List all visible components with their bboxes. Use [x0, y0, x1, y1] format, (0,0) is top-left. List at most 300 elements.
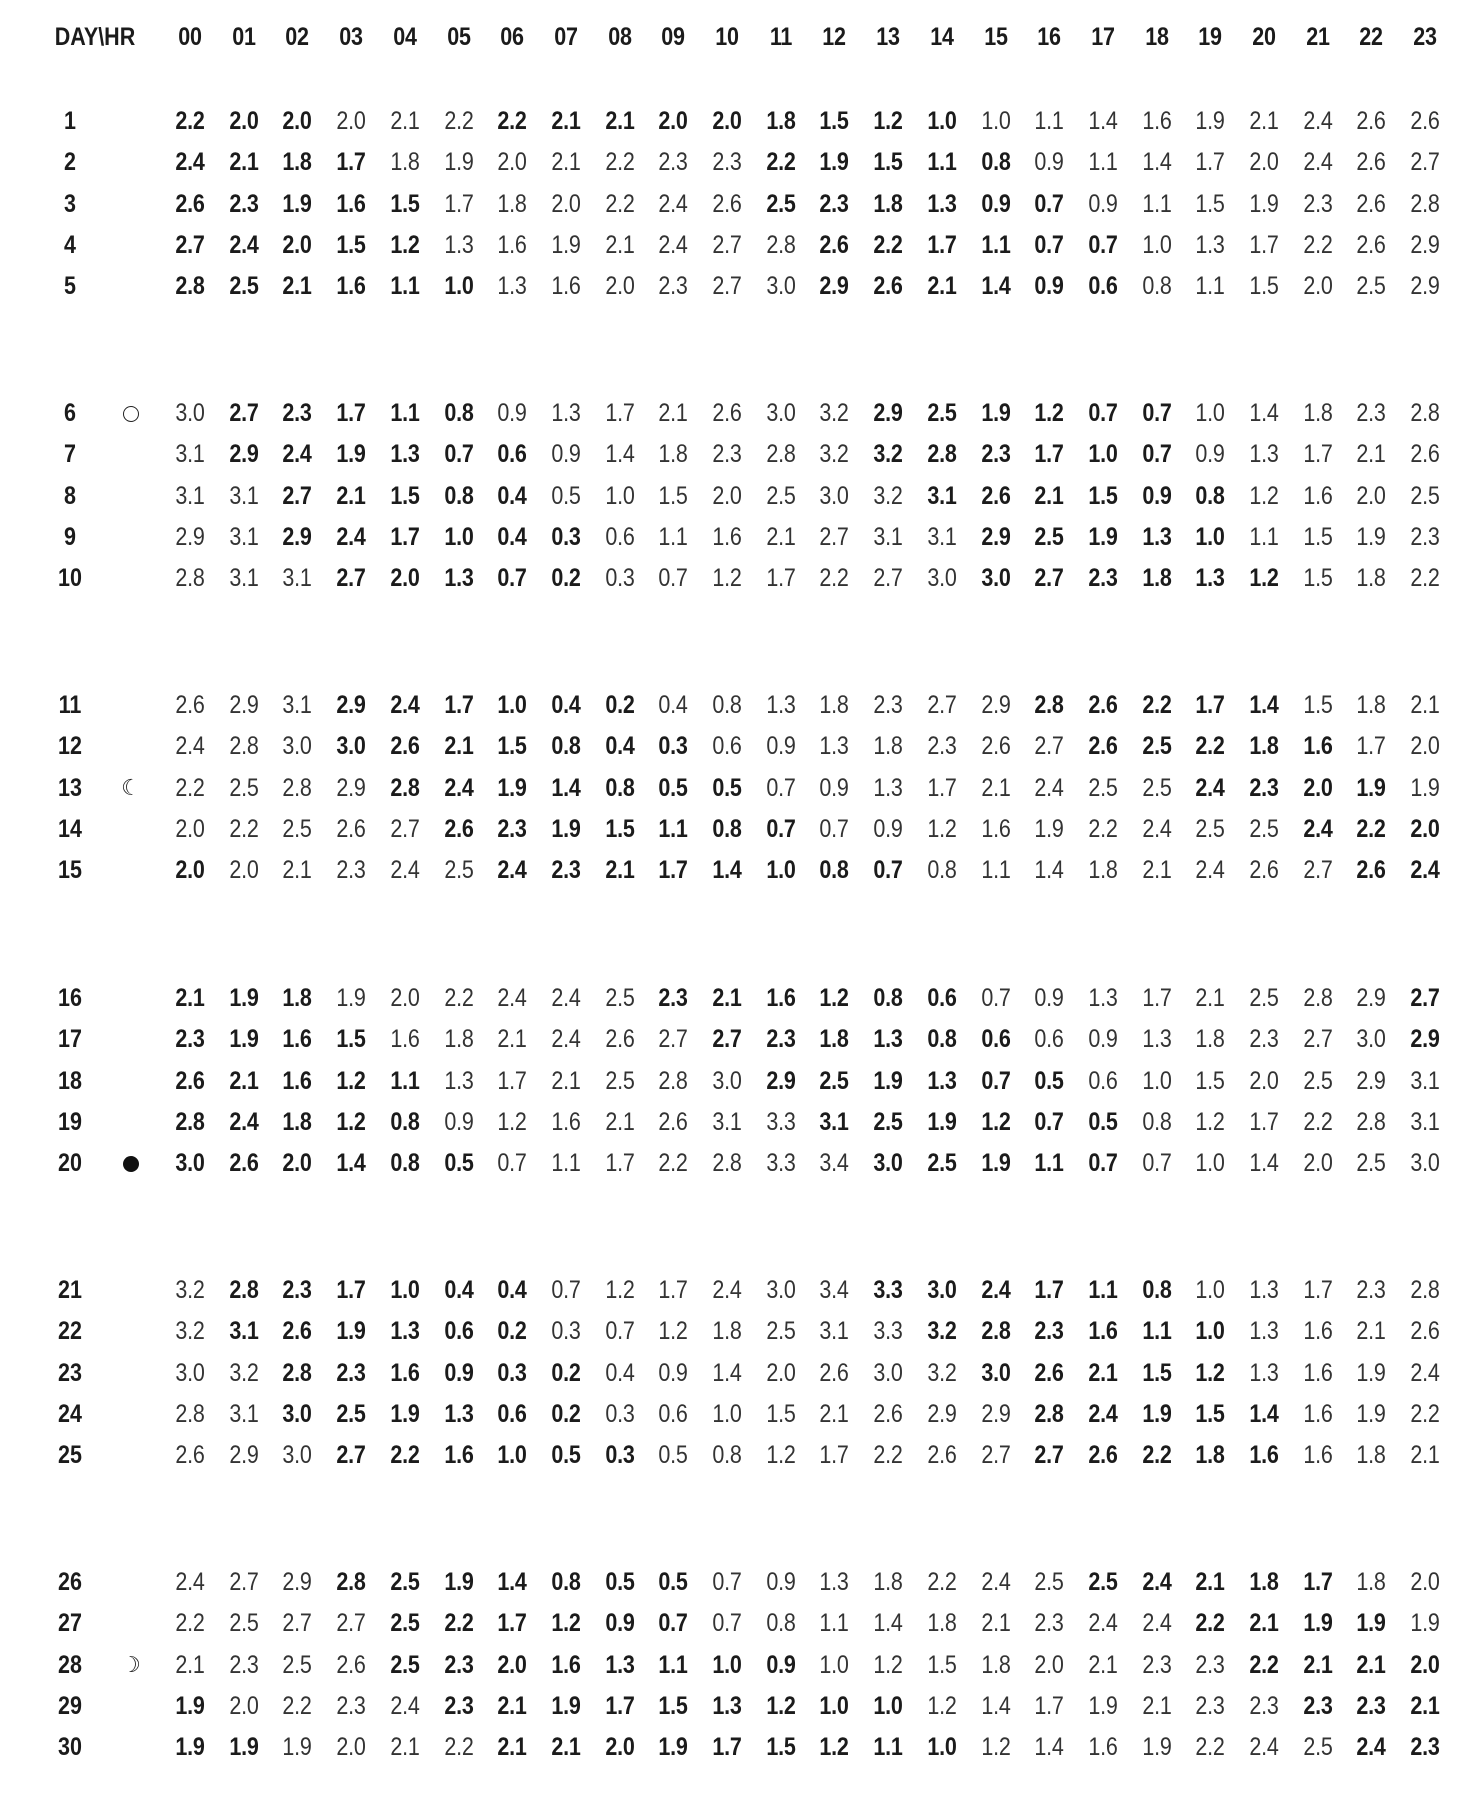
- tide-value: 0.7: [873, 856, 903, 885]
- tide-value: 1.3: [1249, 1358, 1279, 1387]
- tide-value: 1.5: [658, 481, 688, 510]
- tide-value: 2.1: [1249, 1609, 1279, 1638]
- tide-value: 3.0: [1410, 1149, 1440, 1178]
- tide-value: 1.0: [1195, 522, 1225, 551]
- tide-value: 2.4: [712, 1276, 742, 1304]
- tide-value: 2.0: [605, 272, 635, 301]
- tide-value: 1.2: [873, 107, 903, 135]
- tide-value: 3.0: [766, 1276, 796, 1304]
- tide-value: 1.9: [658, 1733, 688, 1762]
- tide-value: 2.3: [336, 1691, 366, 1720]
- tide-value: 1.7: [1195, 148, 1225, 177]
- hour-header-15: 15: [983, 23, 1008, 51]
- tide-value: 2.3: [1410, 522, 1440, 551]
- tide-value: 0.9: [873, 814, 903, 843]
- tide-value: 1.5: [336, 230, 366, 259]
- tide-value: 0.7: [1142, 1149, 1172, 1178]
- tide-value: 1.2: [766, 1441, 796, 1470]
- tide-value: 2.0: [229, 107, 259, 135]
- tide-value: 2.6: [819, 1358, 849, 1387]
- tide-value: 2.3: [1249, 773, 1279, 802]
- tide-value: 1.9: [390, 1399, 420, 1428]
- tide-value: 1.9: [1142, 1399, 1172, 1428]
- tide-value: 1.7: [1303, 440, 1333, 469]
- tide-value: 2.1: [390, 107, 420, 135]
- tide-value: 2.6: [873, 272, 903, 301]
- tide-value: 2.3: [712, 148, 742, 177]
- tide-value: 1.3: [1195, 564, 1225, 593]
- tide-value: 2.4: [175, 1568, 205, 1596]
- tide-value: 2.5: [766, 481, 796, 510]
- tide-value: 3.2: [175, 1317, 205, 1346]
- day-number: 2: [64, 148, 76, 177]
- day-number: 30: [58, 1733, 82, 1762]
- tide-value: 2.6: [282, 1317, 312, 1346]
- tide-value: 2.9: [229, 440, 259, 469]
- tide-value: 2.0: [282, 107, 312, 135]
- tide-value: 0.8: [766, 1609, 796, 1638]
- tide-value: 0.8: [1142, 1276, 1172, 1304]
- tide-value: 2.0: [1034, 1650, 1064, 1679]
- tide-value: 2.1: [658, 399, 688, 427]
- tide-value: 2.3: [1034, 1317, 1064, 1346]
- tide-value: 1.3: [873, 773, 903, 802]
- tide-value: 1.7: [1195, 691, 1225, 719]
- hour-header-09: 09: [661, 23, 686, 51]
- tide-value: 0.9: [819, 773, 849, 802]
- tide-value: 2.4: [1410, 856, 1440, 885]
- tide-value: 2.9: [980, 1399, 1011, 1428]
- tide-value: 3.3: [766, 1107, 796, 1136]
- tide-value: 1.0: [927, 107, 957, 135]
- tide-value: 1.9: [1410, 1609, 1440, 1638]
- tide-value: 2.7: [980, 1441, 1011, 1470]
- tide-value: 2.2: [1088, 814, 1118, 843]
- tide-value: 1.0: [605, 481, 635, 510]
- tide-value: 1.0: [497, 1441, 527, 1470]
- hour-header-01: 01: [231, 23, 256, 51]
- tide-value: 1.3: [927, 1066, 957, 1095]
- tide-value: 2.3: [282, 1276, 312, 1304]
- tide-value: 2.5: [443, 856, 474, 885]
- day-number: 20: [58, 1149, 82, 1178]
- tide-value: 1.5: [927, 1650, 957, 1679]
- tide-value: 3.1: [927, 481, 957, 510]
- tide-value: 2.1: [497, 1691, 527, 1720]
- day-number: 4: [64, 230, 76, 259]
- tide-value: 3.1: [229, 1399, 259, 1428]
- tide-value: 2.0: [1249, 1066, 1279, 1095]
- tide-value: 2.1: [766, 522, 796, 551]
- tide-value: 3.1: [1410, 1066, 1440, 1095]
- tide-value: 2.4: [1088, 1399, 1118, 1428]
- day-number: 6: [64, 399, 76, 427]
- tide-value: 2.1: [1088, 1650, 1118, 1679]
- tide-value: 2.9: [927, 1399, 957, 1428]
- tide-value: 2.7: [819, 522, 849, 551]
- tide-value: 2.0: [1303, 272, 1333, 301]
- tide-value: 3.1: [229, 481, 259, 510]
- tide-value: 2.1: [1195, 1568, 1225, 1596]
- tide-value: 1.8: [1249, 732, 1279, 761]
- tide-value: 1.5: [766, 1399, 796, 1428]
- tide-value: 1.1: [980, 230, 1011, 259]
- tide-value: 1.1: [1142, 1317, 1172, 1346]
- tide-value: 3.1: [282, 564, 312, 593]
- tide-value: 0.6: [1034, 1025, 1064, 1054]
- tide-value: 0.2: [551, 1358, 581, 1387]
- tide-value: 1.4: [1034, 1733, 1064, 1762]
- tide-value: 0.7: [497, 1149, 527, 1178]
- tide-value: 2.7: [175, 230, 205, 259]
- tide-value: 1.2: [336, 1107, 366, 1136]
- tide-value: 1.6: [1303, 1441, 1333, 1470]
- tide-value: 1.8: [282, 1107, 312, 1136]
- tide-value: 1.9: [1356, 1358, 1386, 1387]
- tide-value: 0.8: [1195, 481, 1225, 510]
- tide-value: 2.1: [819, 1399, 849, 1428]
- tide-value: 2.1: [229, 1066, 259, 1095]
- tide-value: 3.0: [1356, 1025, 1386, 1054]
- tide-value: 2.1: [980, 773, 1011, 802]
- tide-value: 2.5: [390, 1568, 420, 1596]
- tide-value: 1.0: [1195, 1317, 1225, 1346]
- tide-value: 1.6: [282, 1066, 312, 1095]
- tide-value: 1.3: [819, 1568, 849, 1596]
- tide-value: 2.8: [1410, 399, 1440, 427]
- tide-value: 0.7: [980, 1066, 1011, 1095]
- tide-value: 0.9: [1142, 481, 1172, 510]
- tide-value: 1.9: [1142, 1733, 1172, 1762]
- tide-value: 2.8: [175, 564, 205, 593]
- tide-value: 2.1: [1356, 1317, 1386, 1346]
- hour-header-18: 18: [1144, 23, 1169, 51]
- tide-value: 2.1: [605, 856, 635, 885]
- tide-value: 1.2: [1195, 1358, 1225, 1387]
- tide-value: 2.6: [712, 399, 742, 427]
- tide-value: 2.2: [175, 773, 205, 802]
- tide-value: 2.3: [1410, 1733, 1440, 1762]
- tide-value: 2.3: [658, 148, 688, 177]
- tide-value: 2.8: [175, 272, 205, 301]
- tide-value: 2.7: [1410, 148, 1440, 177]
- tide-value: 2.9: [336, 773, 366, 802]
- tide-value: 2.4: [175, 732, 205, 761]
- tide-value: 0.4: [497, 481, 527, 510]
- tide-value: 2.6: [1034, 1358, 1064, 1387]
- tide-value: 2.4: [1303, 107, 1333, 135]
- tide-value: 3.4: [819, 1276, 849, 1304]
- tide-value: 2.5: [1356, 272, 1386, 301]
- tide-value: 1.3: [1142, 1025, 1172, 1054]
- tide-value: 1.5: [1142, 1358, 1172, 1387]
- tide-value: 1.6: [712, 522, 742, 551]
- day-number: 18: [58, 1066, 82, 1095]
- tide-value: 2.1: [927, 272, 957, 301]
- tide-value: 2.6: [819, 230, 849, 259]
- tide-value: 1.3: [390, 1317, 420, 1346]
- hour-header-10: 10: [715, 23, 739, 51]
- tide-value: 2.8: [658, 1066, 688, 1095]
- tide-value: 1.3: [1249, 440, 1279, 469]
- tide-value: 2.1: [551, 1066, 581, 1095]
- day-number: 5: [64, 272, 76, 301]
- tide-value: 1.1: [658, 814, 688, 843]
- tide-value: 2.6: [658, 1107, 688, 1136]
- tide-value: 1.3: [443, 230, 474, 259]
- tide-value: 1.2: [927, 814, 957, 843]
- tide-value: 2.6: [980, 732, 1011, 761]
- tide-value: 1.3: [927, 189, 957, 218]
- day-number: 25: [58, 1441, 82, 1470]
- tide-value: 0.8: [712, 814, 742, 843]
- tide-value: 2.1: [1142, 1691, 1172, 1720]
- tide-value: 0.6: [443, 1317, 474, 1346]
- tide-value: 2.3: [229, 1650, 259, 1679]
- tide-value: 1.3: [712, 1691, 742, 1720]
- tide-value: 1.3: [390, 440, 420, 469]
- tide-value: 1.8: [390, 148, 420, 177]
- tide-value: 1.5: [390, 189, 420, 218]
- tide-value: 0.6: [497, 1399, 527, 1428]
- tide-value: 1.2: [873, 1650, 903, 1679]
- tide-value: 3.1: [873, 522, 903, 551]
- tide-value: 1.1: [390, 1066, 420, 1095]
- tide-value: 1.2: [658, 1317, 688, 1346]
- tide-value: 1.0: [443, 272, 474, 301]
- tide-value: 3.0: [819, 481, 849, 510]
- tide-value: 1.7: [1249, 1107, 1279, 1136]
- tide-value: 3.2: [819, 440, 849, 469]
- tide-value: 2.4: [1195, 856, 1225, 885]
- tide-value: 1.3: [443, 564, 474, 593]
- tide-value: 2.2: [175, 107, 205, 135]
- tide-value: 2.9: [1356, 1066, 1386, 1095]
- tide-value: 2.5: [229, 272, 259, 301]
- tide-value: 2.6: [1088, 1441, 1118, 1470]
- tide-value: 0.2: [551, 1399, 581, 1428]
- tide-value: 2.5: [229, 1609, 259, 1638]
- tide-value: 1.9: [443, 1568, 474, 1596]
- tide-value: 2.6: [336, 1650, 366, 1679]
- tide-value: 2.5: [1034, 1568, 1064, 1596]
- tide-value: 1.4: [605, 440, 635, 469]
- tide-value: 2.8: [229, 1276, 259, 1304]
- tide-value: 2.9: [766, 1066, 796, 1095]
- tide-value: 2.3: [1195, 1650, 1225, 1679]
- tide-value: 3.0: [766, 272, 796, 301]
- tide-value: 2.2: [443, 1609, 474, 1638]
- tide-value: 1.5: [497, 732, 527, 761]
- day-number: 13: [58, 773, 82, 802]
- tide-value: 2.7: [1034, 564, 1064, 593]
- tide-value: 2.5: [1410, 481, 1440, 510]
- tide-value: 2.0: [712, 107, 742, 135]
- tide-value: 3.0: [282, 1399, 312, 1428]
- tide-value: 2.2: [605, 189, 635, 218]
- tide-value: 1.7: [1034, 1691, 1064, 1720]
- tide-value: 2.4: [1034, 773, 1064, 802]
- tide-value: 1.8: [712, 1317, 742, 1346]
- tide-value: 0.7: [1034, 1107, 1064, 1136]
- tide-value: 2.4: [551, 984, 581, 1012]
- tide-value: 0.7: [1034, 189, 1064, 218]
- tide-value: 1.2: [336, 1066, 366, 1095]
- tide-value: 2.9: [873, 399, 903, 427]
- tide-value: 3.1: [229, 1317, 259, 1346]
- tide-value: 2.0: [390, 984, 420, 1012]
- tide-value: 0.8: [605, 773, 635, 802]
- tide-value: 1.1: [390, 272, 420, 301]
- tide-value: 1.0: [819, 1691, 849, 1720]
- tide-value: 0.7: [658, 564, 688, 593]
- tide-value: 2.6: [927, 1441, 957, 1470]
- tide-value: 2.4: [658, 189, 688, 218]
- tide-value: 1.5: [873, 148, 903, 177]
- tide-value: 1.9: [551, 814, 581, 843]
- tide-value: 3.2: [927, 1358, 957, 1387]
- tide-value: 2.1: [980, 1609, 1011, 1638]
- tide-value: 1.9: [1034, 814, 1064, 843]
- tide-value: 2.4: [497, 856, 527, 885]
- tide-value: 1.8: [282, 148, 312, 177]
- tide-value: 1.1: [1088, 1276, 1118, 1304]
- tide-value: 2.9: [1410, 1025, 1440, 1054]
- tide-value: 0.7: [712, 1568, 742, 1596]
- tide-value: 1.9: [443, 148, 474, 177]
- tide-value: 1.2: [1195, 1107, 1225, 1136]
- tide-value: 0.5: [658, 773, 688, 802]
- tide-value: 0.7: [766, 814, 796, 843]
- tide-value: 2.1: [605, 107, 635, 135]
- tide-value: 3.0: [712, 1066, 742, 1095]
- tide-value: 1.0: [443, 522, 474, 551]
- tide-value: 2.2: [1249, 1650, 1279, 1679]
- tide-value: 1.1: [658, 1650, 688, 1679]
- tide-value: 2.2: [390, 1441, 420, 1470]
- tide-value: 2.6: [229, 1149, 259, 1178]
- tide-value: 2.6: [175, 691, 205, 719]
- tide-value: 2.6: [443, 814, 474, 843]
- tide-value: 1.6: [551, 1107, 581, 1136]
- tide-value: 0.7: [1034, 230, 1064, 259]
- tide-value: 2.6: [175, 1066, 205, 1095]
- tide-value: 1.4: [980, 1691, 1011, 1720]
- tide-value: 2.2: [1195, 1733, 1225, 1762]
- tide-value: 1.1: [1034, 1149, 1064, 1178]
- tide-value: 1.9: [229, 1733, 259, 1762]
- hour-header-00: 00: [178, 23, 202, 51]
- tide-value: 2.5: [819, 1066, 849, 1095]
- tide-value: 1.5: [1195, 1399, 1225, 1428]
- tide-value: 0.5: [1088, 1107, 1118, 1136]
- tide-value: 0.3: [605, 1441, 635, 1470]
- tide-value: 0.3: [497, 1358, 527, 1387]
- tide-value: 0.8: [927, 856, 957, 885]
- day-number: 28: [58, 1650, 82, 1679]
- tide-value: 1.9: [927, 1107, 957, 1136]
- tide-value: 2.8: [1303, 984, 1333, 1012]
- tide-value: 0.9: [1034, 984, 1064, 1012]
- tide-value: 2.0: [282, 1149, 312, 1178]
- tide-value: 1.4: [551, 773, 581, 802]
- tide-value: 0.9: [658, 1358, 688, 1387]
- tide-value: 1.6: [1303, 481, 1333, 510]
- tide-value: 1.0: [1142, 1066, 1172, 1095]
- tide-value: 3.1: [229, 522, 259, 551]
- tide-value: 2.8: [282, 1358, 312, 1387]
- tide-value: 0.7: [658, 1609, 688, 1638]
- tide-value: 1.8: [1356, 564, 1386, 593]
- tide-value: 3.1: [927, 522, 957, 551]
- tide-value: 0.7: [1142, 399, 1172, 427]
- tide-value: 2.5: [390, 1609, 420, 1638]
- tide-value: 1.7: [927, 230, 957, 259]
- tide-value: 2.5: [1249, 984, 1279, 1012]
- tide-value: 2.5: [927, 1149, 957, 1178]
- tide-value: 1.2: [819, 1733, 849, 1762]
- tide-value: 1.1: [658, 522, 688, 551]
- tide-value: 2.1: [1356, 440, 1386, 469]
- tide-value: 0.9: [766, 732, 796, 761]
- tide-value: 0.7: [497, 564, 527, 593]
- tide-value: 2.8: [390, 773, 420, 802]
- tide-value: 0.6: [712, 732, 742, 761]
- tide-value: 0.9: [551, 440, 581, 469]
- tide-value: 2.4: [980, 1276, 1011, 1304]
- tide-value: 2.1: [229, 148, 259, 177]
- tide-value: 1.4: [1088, 107, 1118, 135]
- tide-value: 1.6: [1088, 1317, 1118, 1346]
- tide-value: 2.6: [1410, 1317, 1440, 1346]
- tide-value: 0.4: [497, 522, 527, 551]
- tide-value: 1.0: [712, 1399, 742, 1428]
- tide-value: 1.9: [1303, 1609, 1333, 1638]
- tide-value: 1.3: [873, 1025, 903, 1054]
- tide-value: 1.6: [1303, 732, 1333, 761]
- hour-header-17: 17: [1091, 23, 1115, 51]
- tide-value: 0.3: [605, 1399, 635, 1428]
- tide-value: 2.2: [766, 148, 796, 177]
- tide-value: 1.3: [605, 1650, 635, 1679]
- day-number: 10: [58, 564, 82, 593]
- tide-value: 2.7: [712, 230, 742, 259]
- tide-value: 1.9: [819, 148, 849, 177]
- tide-value: 1.2: [390, 230, 420, 259]
- tide-value: 2.7: [712, 1025, 742, 1054]
- tide-value: 3.1: [175, 440, 205, 469]
- tide-value: 2.4: [390, 856, 420, 885]
- day-number: 12: [58, 732, 82, 761]
- tide-value: 2.3: [766, 1025, 796, 1054]
- tide-value: 0.4: [497, 1276, 527, 1304]
- hour-header-02: 02: [285, 23, 310, 51]
- tide-value: 2.7: [658, 1025, 688, 1054]
- tide-value: 1.9: [980, 399, 1011, 427]
- tide-value: 2.8: [927, 440, 957, 469]
- tide-value: 2.4: [1195, 773, 1225, 802]
- tide-value: 2.5: [282, 814, 312, 843]
- tide-value: 2.7: [1303, 1025, 1333, 1054]
- tide-value: 1.3: [1249, 1276, 1279, 1304]
- tide-value: 2.4: [497, 984, 527, 1012]
- tide-value: 0.5: [443, 1149, 474, 1178]
- tide-value: 1.5: [336, 1025, 366, 1054]
- tide-value: 1.1: [1195, 272, 1225, 301]
- tide-value: 0.6: [1088, 1066, 1118, 1095]
- tide-value: 1.4: [712, 856, 742, 885]
- tide-value: 2.0: [1356, 481, 1386, 510]
